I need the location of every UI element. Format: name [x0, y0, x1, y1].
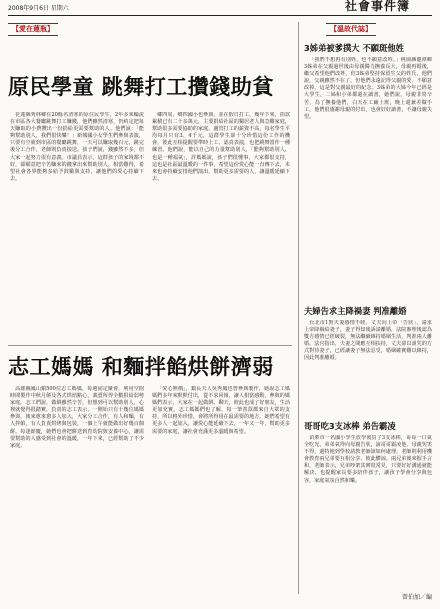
story2-body-left: 高雄縣鳳山鎮500位志工媽媽，每週固定聚會，利用空閒時間製作中秋月餅及各式烘焙點心，義賣所得全數捐給弱勢家庭。志工們說，做餅雖然辛苦，但想到可以幫助別人，心裡就覺得很踏實。負責的志工表示，一開始只有十幾位媽媽參與，後來愈來愈多人加入，大家分工合作，有人和麵，有人拌餡，有人負責烘烤與包裝，一個上午就能做出好幾百個餅。每逢節慶，她們也會把餅送到育幼院與安養中心，讓需要幫助的人感受到社會的溫暖，一年下來，已經幫助了不少家庭。	[10, 386, 144, 449]
story1-body-left: 花蓮縣秀林鄉有20餘名清寒的原住民學生，2年多來輪流在市區各大餐廳跳舞打工賺錢，他們雖然清寒，仍約定把每天賺取的小費攢出一份捐給更需要幫助的人。他們說：「能夠幫助別人，我們很快樂！」新城國小女學生們參與表演，只要有空就到市區的餐廳跳舞，一天可以賺取幾百元，跳完後分工合作，老師則負責接送。孩子們說，錢雖然不多，但大家一起努力很有意義。市議員表示，這群孩子的家境都不好，卻願意把辛苦賺來的錢拿出來幫助別人，相當難得，希望社會各界能夠多給予鼓勵與支持，讓他們的愛心持續下去。	[10, 112, 144, 182]
story1-column-right	[152, 112, 290, 342]
story2-headline: 志工媽媽 和麵拌餡烘餅濟弱	[8, 355, 274, 379]
sidebar-tag: 【溫故代誌】	[326, 23, 376, 36]
story-divider	[8, 345, 292, 346]
story1-body-right: 鄉四周，鄉四國小也參與，並在假日打工，幾年下來，捐款累積已有二十多萬元，主要捐給社區的獨居老人與急難家庭，幫助很多需要協助的家庭。盧管打工的薪資不高，每名學生平均每月只有3、4千元，這群學生卻十分珍惜這份工作的機會，彼此互相提醒要準時上工、認真表演，也把跳舞當作一種練習。他們說，能以自己的力量幫助別人，「能夠幫助別人，也是一種福氣」，許媽媽說，孩子們很懂事，大家都很支持，這也是社區最溫暖的一件事，希望這份愛心能一直傳下去，未來也會持續安排他們演出，幫助更多需要的人，讓溫暖延續下去。	[152, 112, 290, 182]
story2-column-right	[152, 386, 290, 594]
sidebar-story3-text: 苗栗市一名國小學生放學後買了3支冰棒，哥哥一口氣全吃光，弟弟氣得向母親告狀，說哥哥霸凌他，母親哭笑不得，還特地到學校請教老師該如何處理，老師則利用機會教育兩兄弟要互相分享、彼此體諒。兩兄弟後來握手言和，老師表示，兄弟吵架其實很常見，只要好好溝通就能解決，也提醒家長要多陪伴孩子，讓孩子學會分享與包容，家庭氣氛自然和樂。	[304, 435, 432, 484]
sidebar-story2-title: 夫婦告求主降禍妻 判准離婚	[304, 306, 407, 316]
column-divider	[298, 22, 299, 594]
issue-date: 2008年9月6日 星期六	[8, 5, 69, 12]
story2-body-right: 「愛心無價」，鎮長夫人吳秀鳳也曾參與製作，她說志工媽媽們多年來默默付出，從不求回報，讓人相當感動。參與的媽媽們表示，大家在一起做餅、聊天，彼此也成了好朋友，生活更加充實。志工媽媽們也了解，每一筆善款都來自大眾的支持，所以格外珍惜，會將所得用在最需要的地方。她們希望有更多人一起加入，讓愛心能延續下去，一年又一年，幫助更多需要的家庭，讓社會充滿更多溫暖與希望。	[152, 386, 290, 435]
sidebar-story1-body	[304, 57, 432, 301]
sidebar-story2-body	[304, 320, 432, 415]
story2-column-left	[10, 386, 144, 594]
sidebar-story3-body	[304, 435, 432, 585]
sidebar-story3-title: 哥哥吃3支冰棒 弟告霸凌	[304, 421, 396, 431]
sidebar-story1-title: 3姊弟被爹撲大 不願斑他姓	[304, 43, 404, 53]
story1-headline: 原民學童 跳舞打工攢錢助貧	[8, 75, 274, 99]
editor-byline: 曾伯加／編	[401, 594, 432, 601]
masthead	[8, 2, 432, 16]
section-tag: 【愛在蓮瓶】	[8, 23, 58, 36]
sidebar-story2-text: 台北市1對夫妻感情不睦，丈夫向上帝「告狀」，請求上帝降禍給妻子，妻子得知後訴請離婚，法院審理後認為雙方感情已經破裂，無法繼續維持婚姻生活，判准兩人離婚。法官指出，夫妻之間應互相扶持，丈夫卻以詛咒的方式對待妻子，已經讓妻子無法忍受，婚姻確實難以維持，因此判准離婚。	[304, 320, 432, 362]
sidebar-story1-text: 「我們不想再有別姓，也不願意改姓。」桃園縣龍潭鄉3姊弟在父親過世後由母親獨力撫養長大，母親再婚後，繼父希望他們改姓，但3姊弟堅持保留生父的姓氏，他們說，父親雖然不在了，但他們永遠記得父親的愛，不願意改掉，這是對父親最好的紀念。3姊弟的大姊今年已經是大學生，二姊和小弟都還在讀書，她們說，母親非常辛苦，為了撫養他們，白天在工廠上班，晚上還兼差做手工，他們很感謝母親的付出，也會好好讀書，不讓母親失望。	[304, 57, 432, 120]
story1-column-left	[10, 112, 144, 342]
section-title: 社會事件簿	[344, 0, 410, 13]
